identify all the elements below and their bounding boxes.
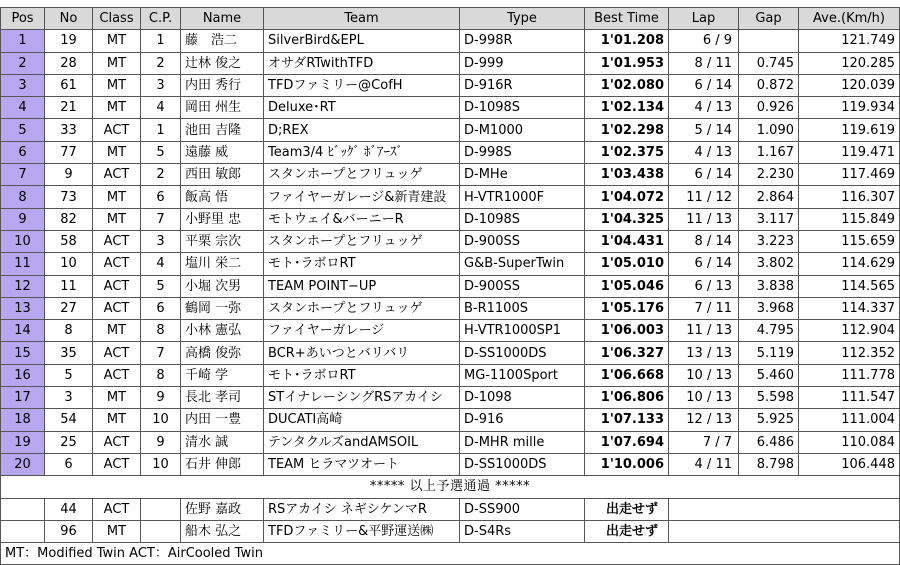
class-cell: ACT [93, 230, 141, 252]
machine-type-cell: D-1098S [460, 208, 585, 230]
number-cell: 6 [45, 453, 93, 475]
rider-name-cell: 内田 秀行 [181, 74, 264, 96]
gap-cell: 3.968 [739, 297, 799, 319]
class-cell: MT [93, 52, 141, 74]
class-position-cell: 5 [141, 141, 181, 163]
best-time-cell: 1'01.953 [585, 52, 669, 74]
gap-cell: 5.119 [739, 342, 799, 364]
team-cell: SilverBird&EPL [264, 30, 460, 52]
average-speed-cell: 120.039 [799, 74, 900, 96]
team-cell: ファイヤーガレージ&新青建設 [264, 186, 460, 208]
machine-type-cell: D-900SS [460, 275, 585, 297]
position-cell: 3 [1, 74, 45, 96]
number-cell: 5 [45, 364, 93, 386]
lap-cell: 4 / 11 [669, 453, 739, 475]
number-cell: 8 [45, 320, 93, 342]
team-cell: Team3/4 ﾋﾞｯｸﾞ ﾎﾞｱｰｽﾞ [264, 141, 460, 163]
class-cell: MT [93, 141, 141, 163]
number-cell: 35 [45, 342, 93, 364]
number-cell: 9 [45, 164, 93, 186]
rider-name-cell: 西田 敏郎 [181, 164, 264, 186]
position-cell: 1 [1, 30, 45, 52]
position-cell: 16 [1, 364, 45, 386]
position-cell: 12 [1, 275, 45, 297]
rider-name-cell: 内田 一豊 [181, 409, 264, 431]
results-table [0, 7, 900, 565]
gap-cell: 1.090 [739, 119, 799, 141]
average-speed-cell: 111.004 [799, 409, 900, 431]
team-cell: オサダRTwithTFD [264, 52, 460, 74]
average-speed-cell: 115.659 [799, 230, 900, 252]
status-cell: 出走せず [585, 520, 669, 542]
gap-cell: 1.167 [739, 141, 799, 163]
empty-cell [669, 498, 900, 520]
class-position-cell: 6 [141, 186, 181, 208]
result-row [1, 342, 900, 364]
team-cell: DUCATI高崎 [264, 409, 460, 431]
class-position-cell: 3 [141, 230, 181, 252]
machine-type-cell: D-SS1000DS [460, 342, 585, 364]
class-position-cell: 6 [141, 297, 181, 319]
team-cell: モト･ラボロRT [264, 364, 460, 386]
position-cell [1, 520, 45, 542]
class-position-cell: 2 [141, 52, 181, 74]
average-speed-cell: 106.448 [799, 453, 900, 475]
class-cell: ACT [93, 275, 141, 297]
position-cell: 13 [1, 297, 45, 319]
machine-type-cell: D-998S [460, 141, 585, 163]
average-speed-cell: 112.352 [799, 342, 900, 364]
machine-type-cell: D-916R [460, 74, 585, 96]
position-cell: 20 [1, 453, 45, 475]
class-position-cell: 1 [141, 119, 181, 141]
lap-cell: 6 / 14 [669, 164, 739, 186]
result-row [1, 119, 900, 141]
average-speed-cell: 119.934 [799, 97, 900, 119]
class-cell: MT [93, 186, 141, 208]
number-cell: 19 [45, 30, 93, 52]
number-cell: 82 [45, 208, 93, 230]
team-cell: STイナレーシングRSアカイシ [264, 387, 460, 409]
average-speed-cell: 119.471 [799, 141, 900, 163]
class-cell: MT [93, 74, 141, 96]
team-cell: D;REX [264, 119, 460, 141]
result-row [1, 275, 900, 297]
rider-name-cell: 鶴岡 一弥 [181, 297, 264, 319]
result-row [1, 141, 900, 163]
result-row [1, 364, 900, 386]
header-lap: Lap [669, 8, 739, 30]
header-name: Name [181, 8, 264, 30]
class-cell: MT [93, 97, 141, 119]
lap-cell: 11 / 13 [669, 320, 739, 342]
rider-name-cell: 佐野 嘉政 [181, 498, 264, 520]
rider-name-cell: 高橋 俊弥 [181, 342, 264, 364]
class-cell: ACT [93, 342, 141, 364]
result-row [1, 387, 900, 409]
best-time-cell: 1'03.438 [585, 164, 669, 186]
result-row [1, 453, 900, 475]
average-speed-cell: 111.547 [799, 387, 900, 409]
best-time-cell: 1'06.327 [585, 342, 669, 364]
class-position-cell: 2 [141, 164, 181, 186]
team-cell: ファイヤーガレージ [264, 320, 460, 342]
class-position-cell: 10 [141, 453, 181, 475]
rider-name-cell: 池田 吉隆 [181, 119, 264, 141]
machine-type-cell: D-1098 [460, 387, 585, 409]
number-cell: 25 [45, 431, 93, 453]
machine-type-cell: D-900SS [460, 230, 585, 252]
rider-name-cell: 石井 伸郎 [181, 453, 264, 475]
position-cell: 17 [1, 387, 45, 409]
class-cell: ACT [93, 431, 141, 453]
machine-type-cell: D-S4Rs [460, 520, 585, 542]
number-cell: 58 [45, 230, 93, 252]
class-position-cell: 1 [141, 30, 181, 52]
lap-cell: 7 / 11 [669, 297, 739, 319]
position-cell: 11 [1, 253, 45, 275]
class-position-cell: 7 [141, 208, 181, 230]
position-cell: 5 [1, 119, 45, 141]
team-cell: RSアカイシ ネギシケンマR [264, 498, 460, 520]
number-cell: 10 [45, 253, 93, 275]
rider-name-cell: 清水 誠 [181, 431, 264, 453]
gap-cell: 2.230 [739, 164, 799, 186]
class-position-cell: 4 [141, 97, 181, 119]
header-row [1, 8, 900, 30]
result-row [1, 164, 900, 186]
gap-cell: 2.864 [739, 186, 799, 208]
position-cell: 4 [1, 97, 45, 119]
number-cell: 21 [45, 97, 93, 119]
class-cell: MT [93, 320, 141, 342]
lap-cell: 13 / 13 [669, 342, 739, 364]
best-time-cell: 1'04.325 [585, 208, 669, 230]
team-cell: TEAM ヒラマツオート [264, 453, 460, 475]
header-gap: Gap [739, 8, 799, 30]
team-cell: スタンホープとフリュッゲ [264, 164, 460, 186]
position-cell: 2 [1, 52, 45, 74]
machine-type-cell: D-999 [460, 52, 585, 74]
team-cell: テンタクルズandAMSOIL [264, 431, 460, 453]
average-speed-cell: 110.084 [799, 431, 900, 453]
lap-cell: 8 / 14 [669, 230, 739, 252]
class-cell: MT [93, 387, 141, 409]
header-no: No [45, 8, 93, 30]
best-time-cell: 1'05.010 [585, 253, 669, 275]
number-cell: 61 [45, 74, 93, 96]
lap-cell: 12 / 13 [669, 409, 739, 431]
best-time-cell: 1'07.694 [585, 431, 669, 453]
lap-cell: 5 / 14 [669, 119, 739, 141]
gap-cell: 3.802 [739, 253, 799, 275]
best-time-cell: 1'06.003 [585, 320, 669, 342]
empty-cell [669, 520, 900, 542]
average-speed-cell: 115.849 [799, 208, 900, 230]
class-position-cell: 8 [141, 320, 181, 342]
average-speed-cell: 114.337 [799, 297, 900, 319]
header-average-speed: Ave.(Km/h) [799, 8, 900, 30]
lap-cell: 4 / 13 [669, 97, 739, 119]
rider-name-cell: 遠藤 威 [181, 141, 264, 163]
best-time-cell: 1'05.046 [585, 275, 669, 297]
lap-cell: 11 / 13 [669, 208, 739, 230]
team-cell: BCR+あいつとバリバリ [264, 342, 460, 364]
lap-cell: 8 / 11 [669, 52, 739, 74]
gap-cell: 5.925 [739, 409, 799, 431]
lap-cell: 6 / 13 [669, 275, 739, 297]
team-cell: Deluxe･RT [264, 97, 460, 119]
average-speed-cell: 117.469 [799, 164, 900, 186]
class-cell: ACT [93, 498, 141, 520]
number-cell: 27 [45, 297, 93, 319]
best-time-cell: 1'06.806 [585, 387, 669, 409]
number-cell: 33 [45, 119, 93, 141]
lap-cell: 7 / 7 [669, 431, 739, 453]
best-time-cell: 1'02.298 [585, 119, 669, 141]
position-cell: 19 [1, 431, 45, 453]
gap-cell: 8.798 [739, 453, 799, 475]
lap-cell: 11 / 12 [669, 186, 739, 208]
gap-cell [739, 30, 799, 52]
best-time-cell: 1'05.176 [585, 297, 669, 319]
class-position-cell: 7 [141, 342, 181, 364]
result-row [1, 297, 900, 319]
machine-type-cell: B-R1100S [460, 297, 585, 319]
average-speed-cell: 121.749 [799, 30, 900, 52]
machine-type-cell: MG-1100Sport [460, 364, 585, 386]
average-speed-cell: 116.307 [799, 186, 900, 208]
result-row [1, 97, 900, 119]
rider-name-cell: 小林 憲弘 [181, 320, 264, 342]
result-row [1, 30, 900, 52]
average-speed-cell: 112.904 [799, 320, 900, 342]
header-class: Class [93, 8, 141, 30]
rider-name-cell: 平栗 宗次 [181, 230, 264, 252]
number-cell: 77 [45, 141, 93, 163]
average-speed-cell: 120.285 [799, 52, 900, 74]
rider-name-cell: 岡田 州生 [181, 97, 264, 119]
result-row [1, 208, 900, 230]
gap-cell: 0.745 [739, 52, 799, 74]
number-cell: 44 [45, 498, 93, 520]
best-time-cell: 1'02.080 [585, 74, 669, 96]
gap-cell: 4.795 [739, 320, 799, 342]
machine-type-cell: D-MHR mille [460, 431, 585, 453]
team-cell: モト･ラボロRT [264, 253, 460, 275]
best-time-cell: 1'02.375 [585, 141, 669, 163]
position-cell: 9 [1, 208, 45, 230]
header-cp: C.P. [141, 8, 181, 30]
gap-cell: 3.117 [739, 208, 799, 230]
position-cell: 14 [1, 320, 45, 342]
header-pos: Pos [1, 8, 45, 30]
average-speed-cell: 114.565 [799, 275, 900, 297]
dns-row [1, 498, 900, 520]
class-position-cell: 9 [141, 431, 181, 453]
number-cell: 54 [45, 409, 93, 431]
number-cell: 96 [45, 520, 93, 542]
rider-name-cell: 藤 浩二 [181, 30, 264, 52]
best-time-cell: 1'01.208 [585, 30, 669, 52]
result-row [1, 320, 900, 342]
team-cell: TEAM POINT−UP [264, 275, 460, 297]
class-cell: ACT [93, 164, 141, 186]
rider-name-cell: 塩川 栄二 [181, 253, 264, 275]
result-row [1, 186, 900, 208]
rider-name-cell: 千崎 学 [181, 364, 264, 386]
position-cell: 6 [1, 141, 45, 163]
number-cell: 3 [45, 387, 93, 409]
rider-name-cell: 飯高 悟 [181, 186, 264, 208]
header-type: Type [460, 8, 585, 30]
team-cell: TFDファミリー&平野運送㈱ [264, 520, 460, 542]
class-position-cell: 3 [141, 74, 181, 96]
gap-cell: 3.838 [739, 275, 799, 297]
number-cell: 28 [45, 52, 93, 74]
average-speed-cell: 119.619 [799, 119, 900, 141]
position-cell: 7 [1, 164, 45, 186]
footnote-row [1, 543, 900, 565]
best-time-cell: 1'02.134 [585, 97, 669, 119]
lap-cell: 6 / 14 [669, 74, 739, 96]
rider-name-cell: 辻林 俊之 [181, 52, 264, 74]
machine-type-cell: G&B-SuperTwin [460, 253, 585, 275]
class-cell: ACT [93, 364, 141, 386]
position-cell: 18 [1, 409, 45, 431]
gap-cell: 3.223 [739, 230, 799, 252]
class-position-cell [141, 520, 181, 542]
class-position-cell: 10 [141, 409, 181, 431]
position-cell [1, 498, 45, 520]
machine-type-cell: H-VTR1000F [460, 186, 585, 208]
class-position-cell: 9 [141, 387, 181, 409]
class-legend-footnote: MT：Modified Twin ACT：AirCooled Twin [1, 543, 900, 565]
class-position-cell [141, 498, 181, 520]
best-time-cell: 1'10.006 [585, 453, 669, 475]
class-cell: ACT [93, 453, 141, 475]
machine-type-cell: D-SS900 [460, 498, 585, 520]
machine-type-cell: D-M1000 [460, 119, 585, 141]
result-row [1, 431, 900, 453]
class-position-cell: 8 [141, 364, 181, 386]
average-speed-cell: 111.778 [799, 364, 900, 386]
gap-cell: 5.460 [739, 364, 799, 386]
result-row [1, 74, 900, 96]
position-cell: 15 [1, 342, 45, 364]
best-time-cell: 1'04.072 [585, 186, 669, 208]
header-best-time: Best Time [585, 8, 669, 30]
result-row [1, 52, 900, 74]
rider-name-cell: 小野里 忠 [181, 208, 264, 230]
position-cell: 10 [1, 230, 45, 252]
class-cell: ACT [93, 297, 141, 319]
machine-type-cell: D-MHe [460, 164, 585, 186]
gap-cell: 0.872 [739, 74, 799, 96]
gap-cell: 5.598 [739, 387, 799, 409]
team-cell: スタンホープとフリュッゲ [264, 230, 460, 252]
class-cell: MT [93, 409, 141, 431]
lap-cell: 10 / 13 [669, 387, 739, 409]
dns-row [1, 520, 900, 542]
best-time-cell: 1'04.431 [585, 230, 669, 252]
gap-cell: 6.486 [739, 431, 799, 453]
class-cell: ACT [93, 119, 141, 141]
lap-cell: 6 / 9 [669, 30, 739, 52]
rider-name-cell: 船木 弘之 [181, 520, 264, 542]
machine-type-cell: D-998R [460, 30, 585, 52]
machine-type-cell: D-916 [460, 409, 585, 431]
lap-cell: 10 / 13 [669, 364, 739, 386]
machine-type-cell: H-VTR1000SP1 [460, 320, 585, 342]
qualify-divider-text: ***** 以上予選通過 ***** [1, 476, 900, 498]
machine-type-cell: D-SS1000DS [460, 453, 585, 475]
header-team: Team [264, 8, 460, 30]
rider-name-cell: 小堀 次男 [181, 275, 264, 297]
average-speed-cell: 114.629 [799, 253, 900, 275]
result-row [1, 230, 900, 252]
machine-type-cell: D-1098S [460, 97, 585, 119]
best-time-cell: 1'07.133 [585, 409, 669, 431]
team-cell: スタンホープとフリュッゲ [264, 297, 460, 319]
rider-name-cell: 長北 孝司 [181, 387, 264, 409]
team-cell: TFDファミリー@CofH [264, 74, 460, 96]
position-cell: 8 [1, 186, 45, 208]
lap-cell: 6 / 14 [669, 253, 739, 275]
class-cell: MT [93, 30, 141, 52]
number-cell: 11 [45, 275, 93, 297]
team-cell: モトウェイ&バーニーR [264, 208, 460, 230]
result-row [1, 253, 900, 275]
status-cell: 出走せず [585, 498, 669, 520]
number-cell: 73 [45, 186, 93, 208]
lap-cell: 4 / 13 [669, 141, 739, 163]
class-cell: MT [93, 208, 141, 230]
result-row [1, 409, 900, 431]
qualify-divider-row [1, 476, 900, 498]
class-position-cell: 4 [141, 253, 181, 275]
class-cell: ACT [93, 253, 141, 275]
gap-cell: 0.926 [739, 97, 799, 119]
class-position-cell: 5 [141, 275, 181, 297]
class-cell: MT [93, 520, 141, 542]
best-time-cell: 1'06.668 [585, 364, 669, 386]
